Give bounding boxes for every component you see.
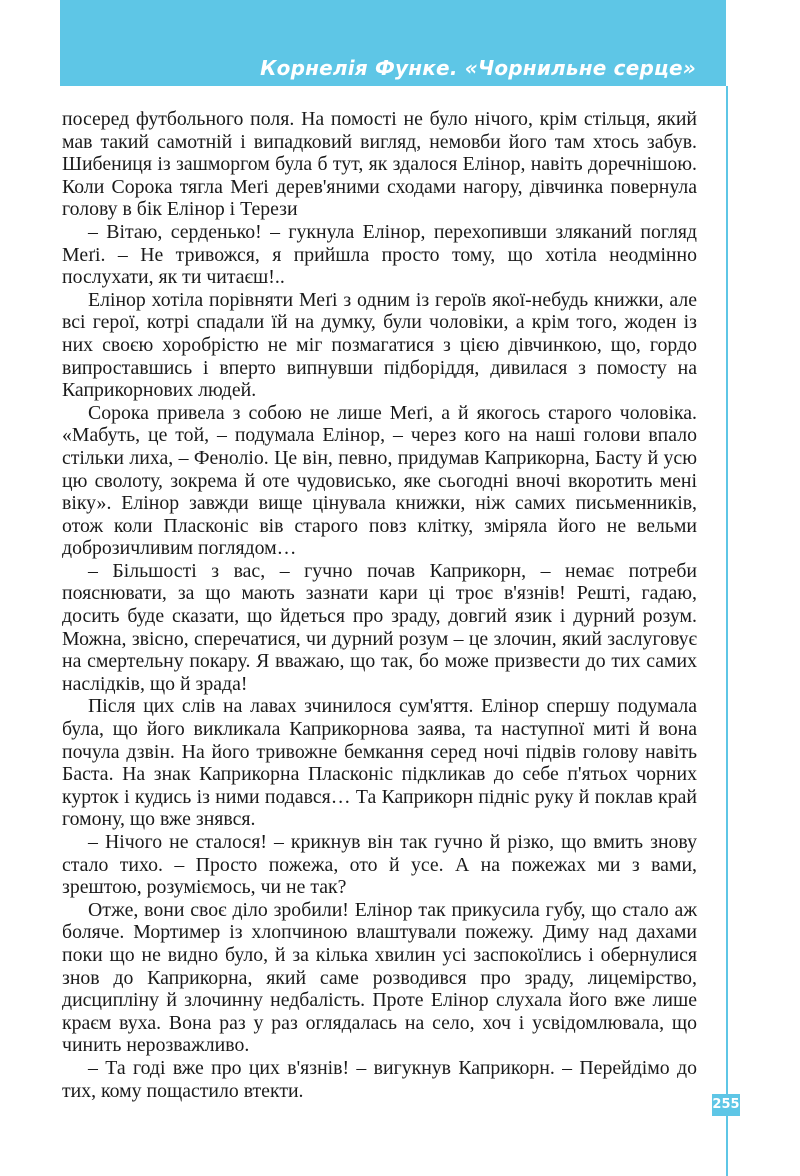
header-band: [60, 0, 726, 86]
paragraph: Після цих слів на лавах зчинилося сум'яття. Елінор спершу подумала була, що його викликала Каприкорнова заява, та наступної миті й вона почула дзвін. На його тривожне бемкання серед ночі підвів голову навіть Баста. На знак Каприкорна Пласконіс підкликав до себе п'ятьох чорних курток і кудись із ними подався… Та Каприкорн підніс руку й поклав край гомону, що вже знявся.: [62, 695, 697, 831]
page-body: [62, 108, 697, 1102]
running-header-title: Корнелія Функе. «Чорнильне серце»: [260, 56, 696, 80]
paragraph: – Нічого не сталося! – крикнув він так гучно й різко, що вмить знову стало тихо. – Просто пожежа, ото й усе. А на пожежах ми з вами, зрештою, розуміємось, чи не так?: [62, 831, 697, 899]
paragraph: – Та годі вже про цих в'язнів! – вигукнув Каприкорн. – Перейдімо до тих, кому пощастило втекти.: [62, 1056, 697, 1102]
page-number: 255: [712, 1094, 740, 1116]
paragraph: – Вітаю, серденько! – гукнула Елінор, перехопивши зляканий погляд Меґі. – Не тривожся, я прийшла просто тому, що хотіла неодмінно послухати, як ти читаєш!..: [62, 220, 697, 289]
paragraph: посеред футбольного поля. На помості не було нічого, крім стільця, який мав такий самотній і випадковий вигляд, немовби його там хтось забув. Шибениця із зашморгом була б тут, як здалося Елінор, навіть доречнішою. Коли Сорока тягла Меґі дерев'яними сходами нагору, дівчинка повернула голову в бік Елінор і Терези: [62, 108, 697, 221]
paragraph: Отже, вони своє діло зробили! Елінор так прикусила губу, що стало аж боляче. Мортимер із хлопчиною влаштували пожежу. Диму над дахами поки що не видно було, й за кілька хвилин усі заспокоїлись і обернулися знов до Каприкорна, який саме розводився про зраду, лицемірство, дисципліну й злочинну недбалість. Проте Елінор слухала його вже лише краєм вуха. Вона раз у раз оглядалась на село, хоч і усвідомлювала, що чинить нерозважливо.: [62, 898, 697, 1057]
paragraph: Елінор хотіла порівняти Меґі з одним із героїв якої-небудь книжки, але всі герої, котрі спадали їй на думку, були чоловіки, а крім того, жоден із них своєю хоробрістю не міг позмагатися з цією дівчинкою, що, гордо випроставшись і вперто випнувши підборіддя, дивилася з помосту на Каприкорнових людей.: [62, 288, 697, 402]
paragraph: Сорока привела з собою не лише Меґі, а й якогось старого чоловіка. «Мабуть, це той, – подумала Елінор, – через кого на наші голови впало стільки лиха, – Феноліо. Це він, певно, придумав Каприкорна, Басту й усю цю сволоту, зокрема й оте чудовисько, яке сьогодні вночі вкоротить мені віку». Елінор завжди вище цінувала книжки, ніж самих письменників, отож коли Пласконіс вів старого повз клітку, зміряла його не вельми доброзичливим поглядом…: [62, 401, 697, 560]
margin-rule: [726, 86, 728, 1176]
paragraph: – Більшості з вас, – гучно почав Каприкорн, – немає потреби пояснювати, за що мають зазнати кари ці троє в'язнів! Решті, гадаю, досить буде сказати, що йдеться про зраду, довгий язик і дурний розум. Можна, звісно, сперечатися, чи дурний розум – це злочин, який заслуговує на смертельну покару. Я вважаю, що так, бо може призвести до тих самих наслідків, що й зрада!: [62, 559, 697, 695]
